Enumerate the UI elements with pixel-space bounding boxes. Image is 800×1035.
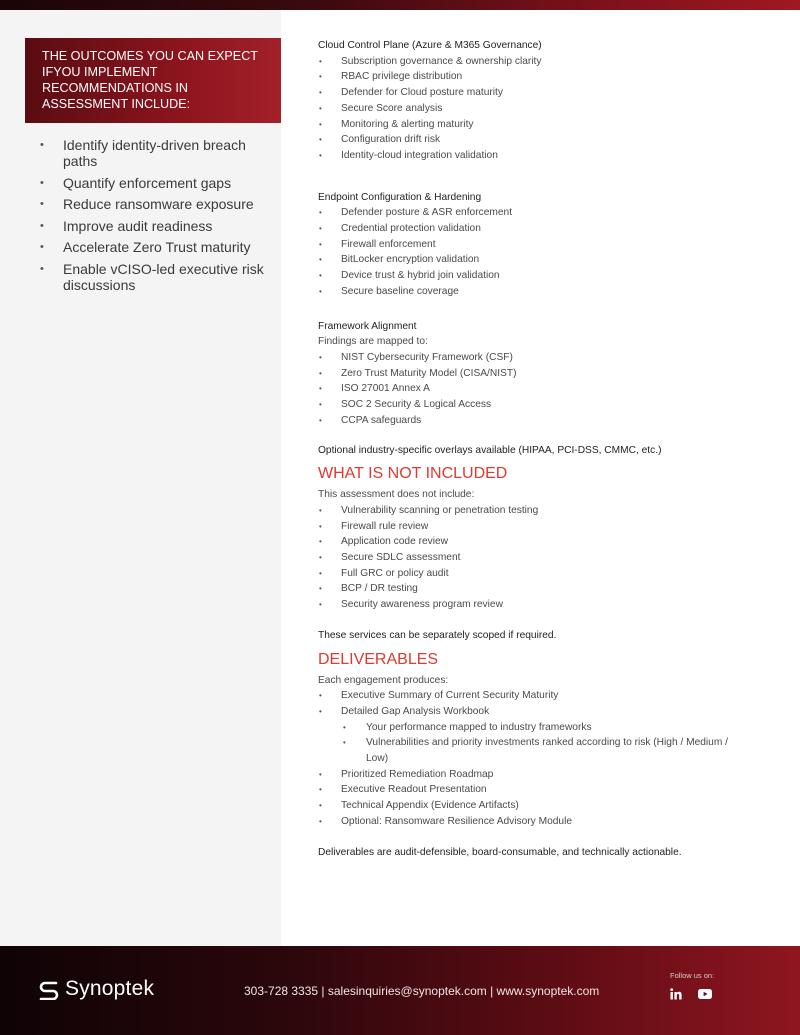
- list-item: • NIST Cybersecurity Framework (CSF): [318, 350, 788, 366]
- linkedin-icon[interactable]: [670, 988, 682, 1000]
- list-item: • Credential protection validation: [318, 221, 788, 237]
- list-item: • Firewall rule review: [318, 519, 788, 535]
- endpoint-heading: Endpoint Configuration & Hardening: [318, 191, 482, 203]
- list-item: • Device trust & hybrid join validation: [318, 268, 788, 284]
- not-included-intro: This assessment does not include:: [318, 489, 475, 501]
- list-item: • Technical Appendix (Evidence Artifacts): [318, 798, 788, 814]
- list-item: • Secure Score analysis: [318, 101, 788, 117]
- brand-name: Synoptek: [65, 977, 155, 1000]
- contact-info[interactable]: 303-728 3335 | salesinquiries@synoptek.com | www.synoptek.com: [244, 984, 600, 998]
- outcomes-callout: [25, 38, 281, 123]
- deliverables-sublist: [318, 720, 788, 767]
- list-item: • Detailed Gap Analysis Workbook: [318, 704, 788, 720]
- deliverables-intro: Each engagement produces:: [318, 674, 449, 686]
- list-item: • Zero Trust Maturity Model (CISA/NIST): [318, 366, 788, 382]
- cloud-list: [318, 54, 788, 164]
- list-item: • Subscription governance & ownership clarity: [318, 54, 788, 70]
- deliverables-note: Deliverables are audit-defensible, board-consumable, and technically actionable.: [318, 846, 682, 858]
- list-item: • CCPA safeguards: [318, 413, 788, 429]
- list-item: • Defender posture & ASR enforcement: [318, 205, 788, 221]
- framework-note: Optional industry-specific overlays available (HIPAA, PCI-DSS, CMMC, etc.): [318, 445, 662, 457]
- youtube-icon[interactable]: [698, 989, 712, 999]
- list-item: • Application code review: [318, 534, 788, 550]
- list-item: • Configuration drift risk: [318, 132, 788, 148]
- list-item: • Monitoring & alerting maturity: [318, 117, 788, 133]
- follow-label: Follow us on:: [670, 971, 715, 980]
- list-item: • Identity-cloud integration validation: [318, 148, 788, 164]
- synoptek-logo-icon: [38, 978, 60, 1000]
- deliverables-list-cont: [318, 767, 788, 830]
- synoptek-logo[interactable]: [38, 977, 154, 1001]
- not-included-note: These services can be separately scoped if required.: [318, 629, 557, 641]
- cloud-heading: Cloud Control Plane (Azure & M365 Governance): [318, 40, 542, 51]
- deliverables-list: [318, 688, 788, 719]
- list-item: • Executive Summary of Current Security Maturity: [318, 688, 788, 704]
- list-item: • Executive Readout Presentation: [318, 782, 788, 798]
- list-item: • Prioritized Remediation Roadmap: [318, 767, 788, 783]
- deliverables-title: DELIVERABLES: [318, 650, 439, 668]
- outcomes-list: [38, 137, 273, 298]
- outcome-item: • Identify identity-driven breach paths: [38, 137, 273, 169]
- outcome-item: • Accelerate Zero Trust maturity: [38, 239, 273, 255]
- outcome-item: • Improve audit readiness: [38, 218, 273, 234]
- main-content: [318, 38, 788, 860]
- endpoint-list: [318, 205, 788, 299]
- list-item: • SOC 2 Security & Logical Access: [318, 397, 788, 413]
- footer: [0, 946, 800, 1035]
- outcome-item: • Enable vCISO-led executive risk discussions: [38, 261, 273, 293]
- list-item: • Vulnerability scanning or penetration testing: [318, 503, 788, 519]
- sub-list-item: • Vulnerabilities and priority investments ranked according to risk (High / Medium / Low): [318, 735, 788, 766]
- outcome-item: • Quantify enforcement gaps: [38, 175, 273, 191]
- list-item: • Optional: Ransomware Resilience Advisory Module: [318, 814, 788, 830]
- not-included-list: [318, 503, 788, 613]
- not-included-title: WHAT IS NOT INCLUDED: [318, 465, 508, 483]
- list-item: • Firewall enforcement: [318, 237, 788, 253]
- list-item: • Defender for Cloud posture maturity: [318, 85, 788, 101]
- top-accent-bar: [0, 0, 800, 10]
- list-item: • BCP / DR testing: [318, 581, 788, 597]
- outcome-item: • Reduce ransomware exposure: [38, 196, 273, 212]
- framework-intro: Findings are mapped to:: [318, 336, 428, 348]
- sub-list-item: • Your performance mapped to industry frameworks: [318, 720, 788, 736]
- social-links: [670, 988, 712, 1000]
- list-item: • Secure SDLC assessment: [318, 550, 788, 566]
- callout-title: THE OUTCOMES YOU CAN EXPECT IFYOU IMPLEMENT RECOMMENDATIONS IN ASSESSMENT INCLUDE:: [42, 49, 258, 111]
- list-item: • ISO 27001 Annex A: [318, 381, 788, 397]
- list-item: • BitLocker encryption validation: [318, 252, 788, 268]
- list-item: • RBAC privilege distribution: [318, 69, 788, 85]
- framework-heading: Framework Alignment: [318, 320, 417, 332]
- list-item: • Full GRC or policy audit: [318, 566, 788, 582]
- framework-list: [318, 350, 788, 429]
- list-item: • Security awareness program review: [318, 597, 788, 613]
- list-item: • Secure baseline coverage: [318, 284, 788, 300]
